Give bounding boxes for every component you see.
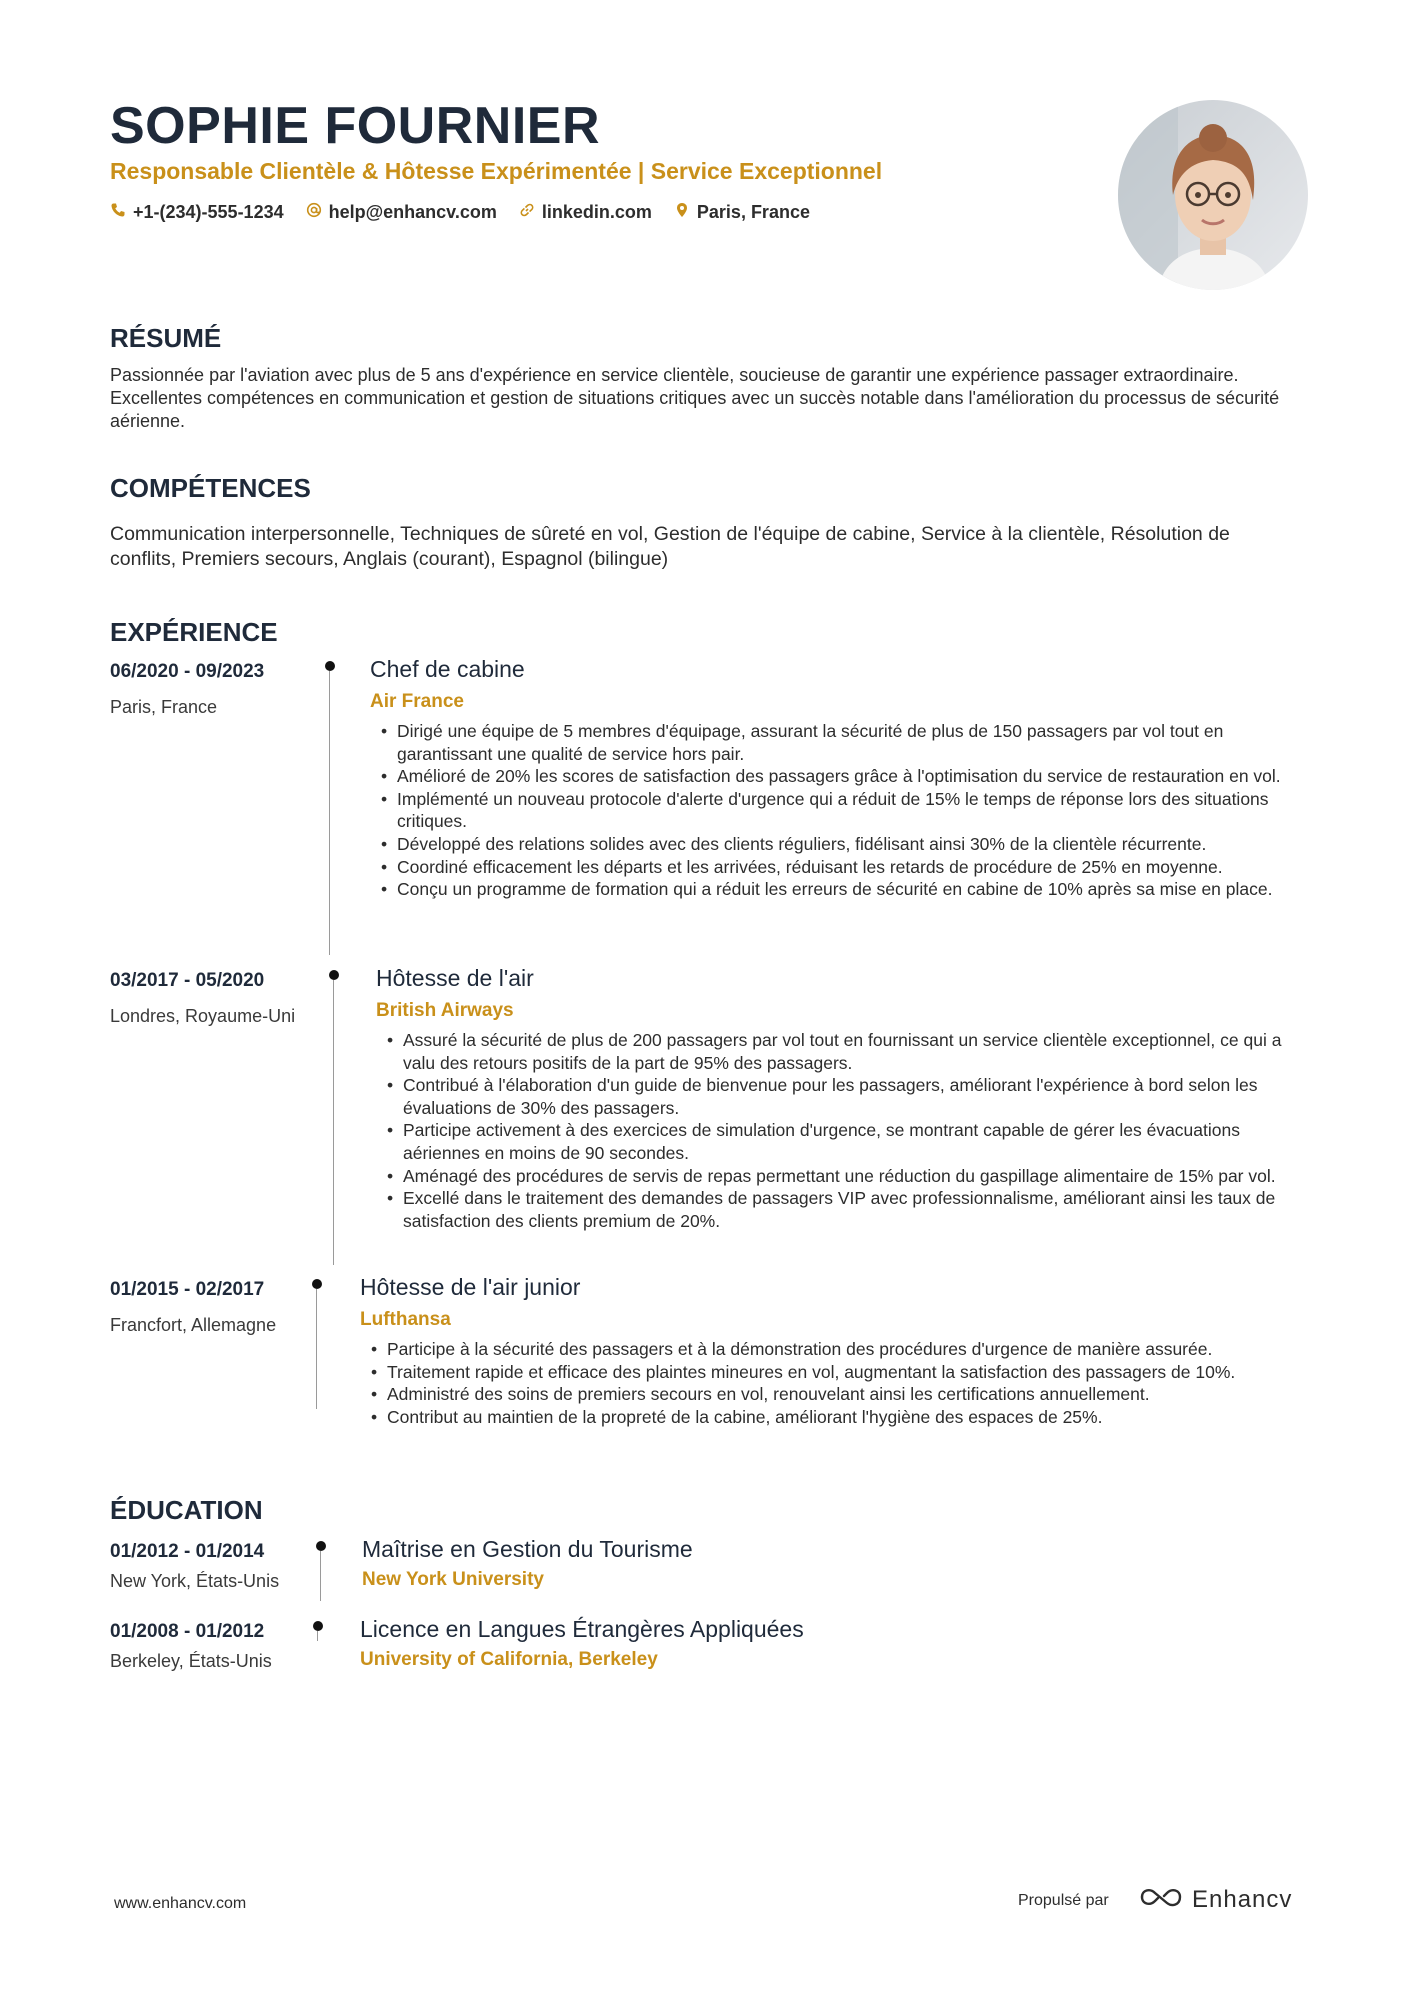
skills-text: Communication interpersonnelle, Techniques de sûreté en vol, Gestion de l'équipe de cabine, Service à la clientèle, Résolution de conflits, Premiers secours, Anglais (courant), Espagnol (bilingue)	[110, 523, 1230, 570]
timeline-line	[329, 671, 330, 955]
candidate-headline: Responsable Clientèle & Hôtesse Expérimentée | Service Exceptionnel	[110, 158, 883, 184]
timeline-line	[333, 980, 334, 1265]
bullet-item: • Aménagé des procédures de servis de repas permettant une réduction du gaspillage alimentaire de 15% par vol.	[383, 1165, 1308, 1188]
bullet-item: • Contribut au maintien de la propreté de la cabine, améliorant l'hygiène des espaces de 25%.	[367, 1406, 1312, 1429]
experience-bullets	[377, 720, 1307, 901]
bullet-item: • Participe à la sécurité des passagers et à la démonstration des procédures d'urgence de manière assurée.	[367, 1338, 1312, 1361]
timeline-dot	[313, 1621, 323, 1631]
experience-dates: 01/2015 - 02/2017	[110, 1279, 265, 1300]
footer-website-link[interactable]: www.enhancv.com	[114, 1895, 247, 1912]
education-location: New York, États-Unis	[110, 1571, 280, 1591]
bullet-item: • Amélioré de 20% les scores de satisfaction des passagers grâce à l'optimisation du service de restauration en vol.	[377, 765, 1307, 788]
bullet-item: • Conçu un programme de formation qui a réduit les erreurs de sécurité en cabine de 10% après sa mise en place.	[377, 878, 1307, 901]
contact-linkedin[interactable]	[519, 200, 652, 224]
location-pin-icon	[674, 200, 690, 224]
experience-dates: 03/2017 - 05/2020	[110, 970, 265, 991]
education-dates: 01/2008 - 01/2012	[110, 1621, 265, 1642]
summary-section-title: RÉSUMÉ	[110, 323, 222, 353]
bullet-item: • Participe activement à des exercices de simulation d'urgence, se montrant capable de gérer les évacuations aériennes en moins de 90 secondes.	[383, 1119, 1308, 1164]
timeline-dot	[312, 1279, 322, 1289]
skills-section-title: COMPÉTENCES	[110, 473, 311, 503]
timeline-line	[316, 1289, 317, 1409]
experience-bullets	[383, 1029, 1308, 1232]
bullet-item: • Traitement rapide et efficace des plaintes mineures en vol, augmentant la satisfaction des passagers de 10%.	[367, 1361, 1312, 1384]
experience-section-title: EXPÉRIENCE	[110, 617, 278, 647]
education-location: Berkeley, États-Unis	[110, 1651, 272, 1671]
education-school: University of California, Berkeley	[360, 1649, 658, 1670]
experience-role: Hôtesse de l'air junior	[360, 1274, 581, 1300]
at-icon	[306, 200, 322, 224]
enhancv-logo[interactable]	[1138, 1884, 1292, 1915]
bullet-item: • Administré des soins de premiers secours en vol, renouvelant ainsi les certifications annuellement.	[367, 1383, 1312, 1406]
education-degree: Licence en Langues Étrangères Appliquées	[360, 1616, 804, 1642]
bullet-item: • Dirigé une équipe de 5 membres d'équipage, assurant la sécurité de plus de 150 passagers par vol tout en garantissant une qualité de service hors pair.	[377, 720, 1307, 765]
timeline-dot	[316, 1541, 326, 1551]
timeline-line	[320, 1551, 321, 1601]
experience-location: Francfort, Allemagne	[110, 1315, 277, 1335]
location-text: Paris, France	[696, 202, 810, 222]
linkedin-text: linkedin.com	[541, 202, 652, 222]
experience-company: Air France	[370, 691, 464, 712]
education-degree: Maîtrise en Gestion du Tourisme	[362, 1536, 693, 1562]
timeline-dot	[325, 661, 335, 671]
experience-company: Lufthansa	[360, 1309, 451, 1330]
bullet-item: • Assuré la sécurité de plus de 200 passagers par vol tout en fournissant un service clientèle exceptionnel, ce qui a valu des retours positifs de la part de 95% des passagers.	[383, 1029, 1308, 1074]
bullet-item: • Excellé dans le traitement des demandes de passagers VIP avec professionnalisme, améliorant ainsi les taux de satisfaction des clients premium de 20%.	[383, 1187, 1308, 1232]
experience-location: Londres, Royaume-Uni	[110, 1006, 296, 1026]
contact-location	[674, 200, 810, 224]
education-section-title: ÉDUCATION	[110, 1495, 263, 1525]
experience-role: Chef de cabine	[370, 656, 525, 682]
experience-dates: 06/2020 - 09/2023	[110, 661, 265, 682]
candidate-name: SOPHIE FOURNIER	[110, 97, 600, 155]
timeline-dot	[329, 970, 339, 980]
contact-bar	[110, 200, 810, 224]
email-text: help@enhancv.com	[328, 202, 497, 222]
experience-company: British Airways	[376, 1000, 514, 1021]
phone-text: +1-(234)-555-1234	[133, 202, 284, 222]
footer-brand-name: Enhancv	[1192, 1885, 1293, 1913]
bullet-item: • Coordiné efficacement les départs et les arrivées, réduisant les retards de procédure de 25% en moyenne.	[377, 856, 1307, 879]
education-school: New York University	[362, 1569, 544, 1590]
timeline-line	[317, 1631, 318, 1641]
footer-powered-by: Propulsé par	[1018, 1892, 1109, 1909]
summary-text: Passionnée par l'aviation avec plus de 5 ans d'expérience en service clientèle, soucieuse de garantir une expérience passager extraordinaire. Excellentes compétences en communication et gestion de situations critiques avec un succès notable dans l'amélioration du processus de sécurité aérienne.	[110, 365, 1280, 431]
contact-email[interactable]	[306, 200, 497, 224]
phone-icon	[110, 200, 126, 224]
bullet-item: • Développé des relations solides avec des clients réguliers, fidélisant ainsi 30% de la clientèle récurrente.	[377, 833, 1307, 856]
experience-location: Paris, France	[110, 697, 218, 717]
experience-role: Hôtesse de l'air	[376, 965, 534, 991]
experience-bullets	[367, 1338, 1312, 1428]
education-dates: 01/2012 - 01/2014	[110, 1541, 265, 1562]
infinity-logo-icon	[1138, 1884, 1184, 1915]
bullet-item: • Contribué à l'élaboration d'un guide de bienvenue pour les passagers, améliorant l'expérience à bord selon les évaluations de 30% des passagers.	[383, 1074, 1308, 1119]
profile-photo	[1118, 100, 1308, 290]
bullet-item: • Implémenté un nouveau protocole d'alerte d'urgence qui a réduit de 15% le temps de réponse lors des situations critiques.	[377, 788, 1307, 833]
contact-phone	[110, 200, 284, 224]
link-icon	[519, 200, 535, 224]
